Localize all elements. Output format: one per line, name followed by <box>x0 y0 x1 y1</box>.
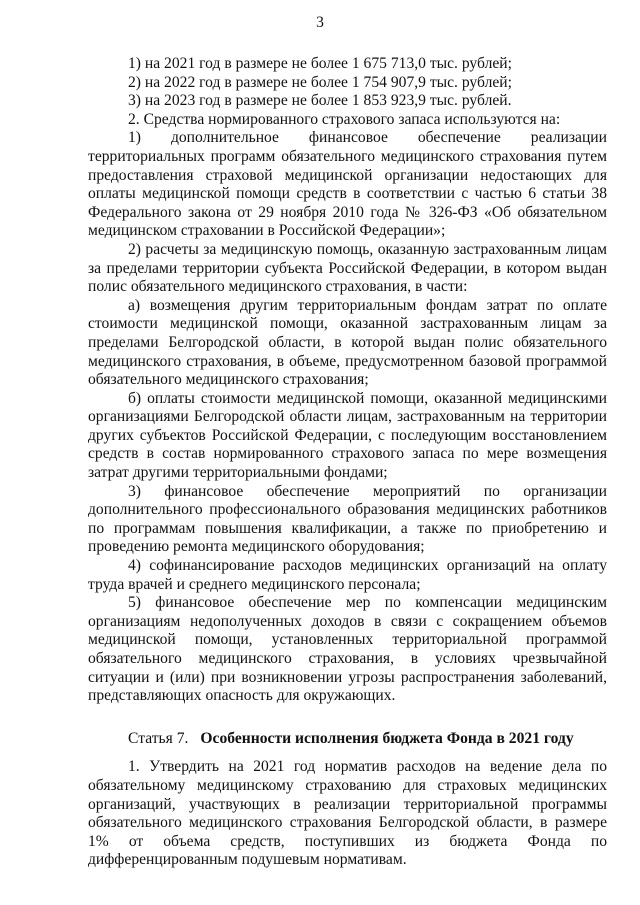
paragraph-item-2: 2) расчеты за медицинскую помощь, оказанную застрахованным лицам за пределами территории субъекта Российской Федерации, в котором выдан полис обязательного медицинского страхования, в части: <box>88 240 607 296</box>
paragraph-item-3: 3) финансовое обеспечение мероприятий по организации дополнительного профессионального образования медицинских работников по программам повышения квалификации, а также по приобретению и проведению ремонта медицинского оборудования; <box>88 482 607 556</box>
article-title: Особенности исполнения бюджета Фонда в 2021 году <box>200 729 574 747</box>
paragraph-item-2b: б) оплаты стоимости медицинской помощи, оказанной медицинскими организациями Белгородской области лицам, застрахованным на территории других субъектов Российской Федерации, с последующим восстановлением средств в состав нормированного страхового запаса по мере возмещения затрат другими территориальными фондами; <box>88 389 607 482</box>
page-number: 3 <box>316 14 324 31</box>
paragraph-item-5: 5) финансовое обеспечение мер по компенсации медицинским организациям недополученных доходов в связи с сокращением объемов медицинской помощи, установленных территориальной программой обязательного медицинского страхования, в условиях чрезвычайной ситуации и (или) при возникновении угрозы распространения заболеваний, представляющих опасность для окружающих. <box>88 594 607 705</box>
paragraph-article-7-item-1: 1. Утвердить на 2021 год норматив расходов на ведение дела по обязательному медицинскому страхованию для страховых медицинских организаций, участвующих в реализации территориальной программы обязательного медицинского страхования Белгородской области, в размере 1% от объема средств, поступивших из бюджета Фонда по дифференцированным подушевым нормативам. <box>88 758 607 869</box>
paragraph-limit-2023: 3) на 2023 год в размере не более 1 853 923,9 тыс. рублей. <box>128 92 512 110</box>
paragraph-limit-2021: 1) на 2021 год в размере не более 1 675 713,0 тыс. рублей; <box>128 55 512 72</box>
paragraph-limit-2022: 2) на 2022 год в размере не более 1 754 907,9 тыс. рублей; <box>128 73 512 91</box>
document-body <box>88 55 607 870</box>
article-number: Статья 7. <box>128 729 189 747</box>
article-heading <box>88 730 607 749</box>
paragraph-reserve-usage: 2. Средства нормированного страхового запаса используются на: <box>128 110 561 128</box>
paragraph-item-1: 1) дополнительное финансовое обеспечение реализации территориальных программ обязательного медицинского страхования путем предоставления страховой медицинской организации недостающих для оплаты медицинской помощи средств в соответствии с частью 6 статьи 38 Федерального закона от 29 ноября 2010 года № 326-ФЗ «Об обязательном медицинском страховании в Российской Федерации»; <box>88 129 607 240</box>
paragraph-item-4: 4) софинансирование расходов медицинских организаций на оплату труда врачей и среднего медицинского персонала; <box>88 557 607 593</box>
paragraph-item-2a: а) возмещения другим территориальным фондам затрат по оплате стоимости медицинской помощи, оказанной застрахованным лицам за пределами Белгородской области, в которой выдан полис обязательного медицинского страхования, в объеме, предусмотренном базовой программой обязательного медицинского страхования; <box>88 296 607 389</box>
